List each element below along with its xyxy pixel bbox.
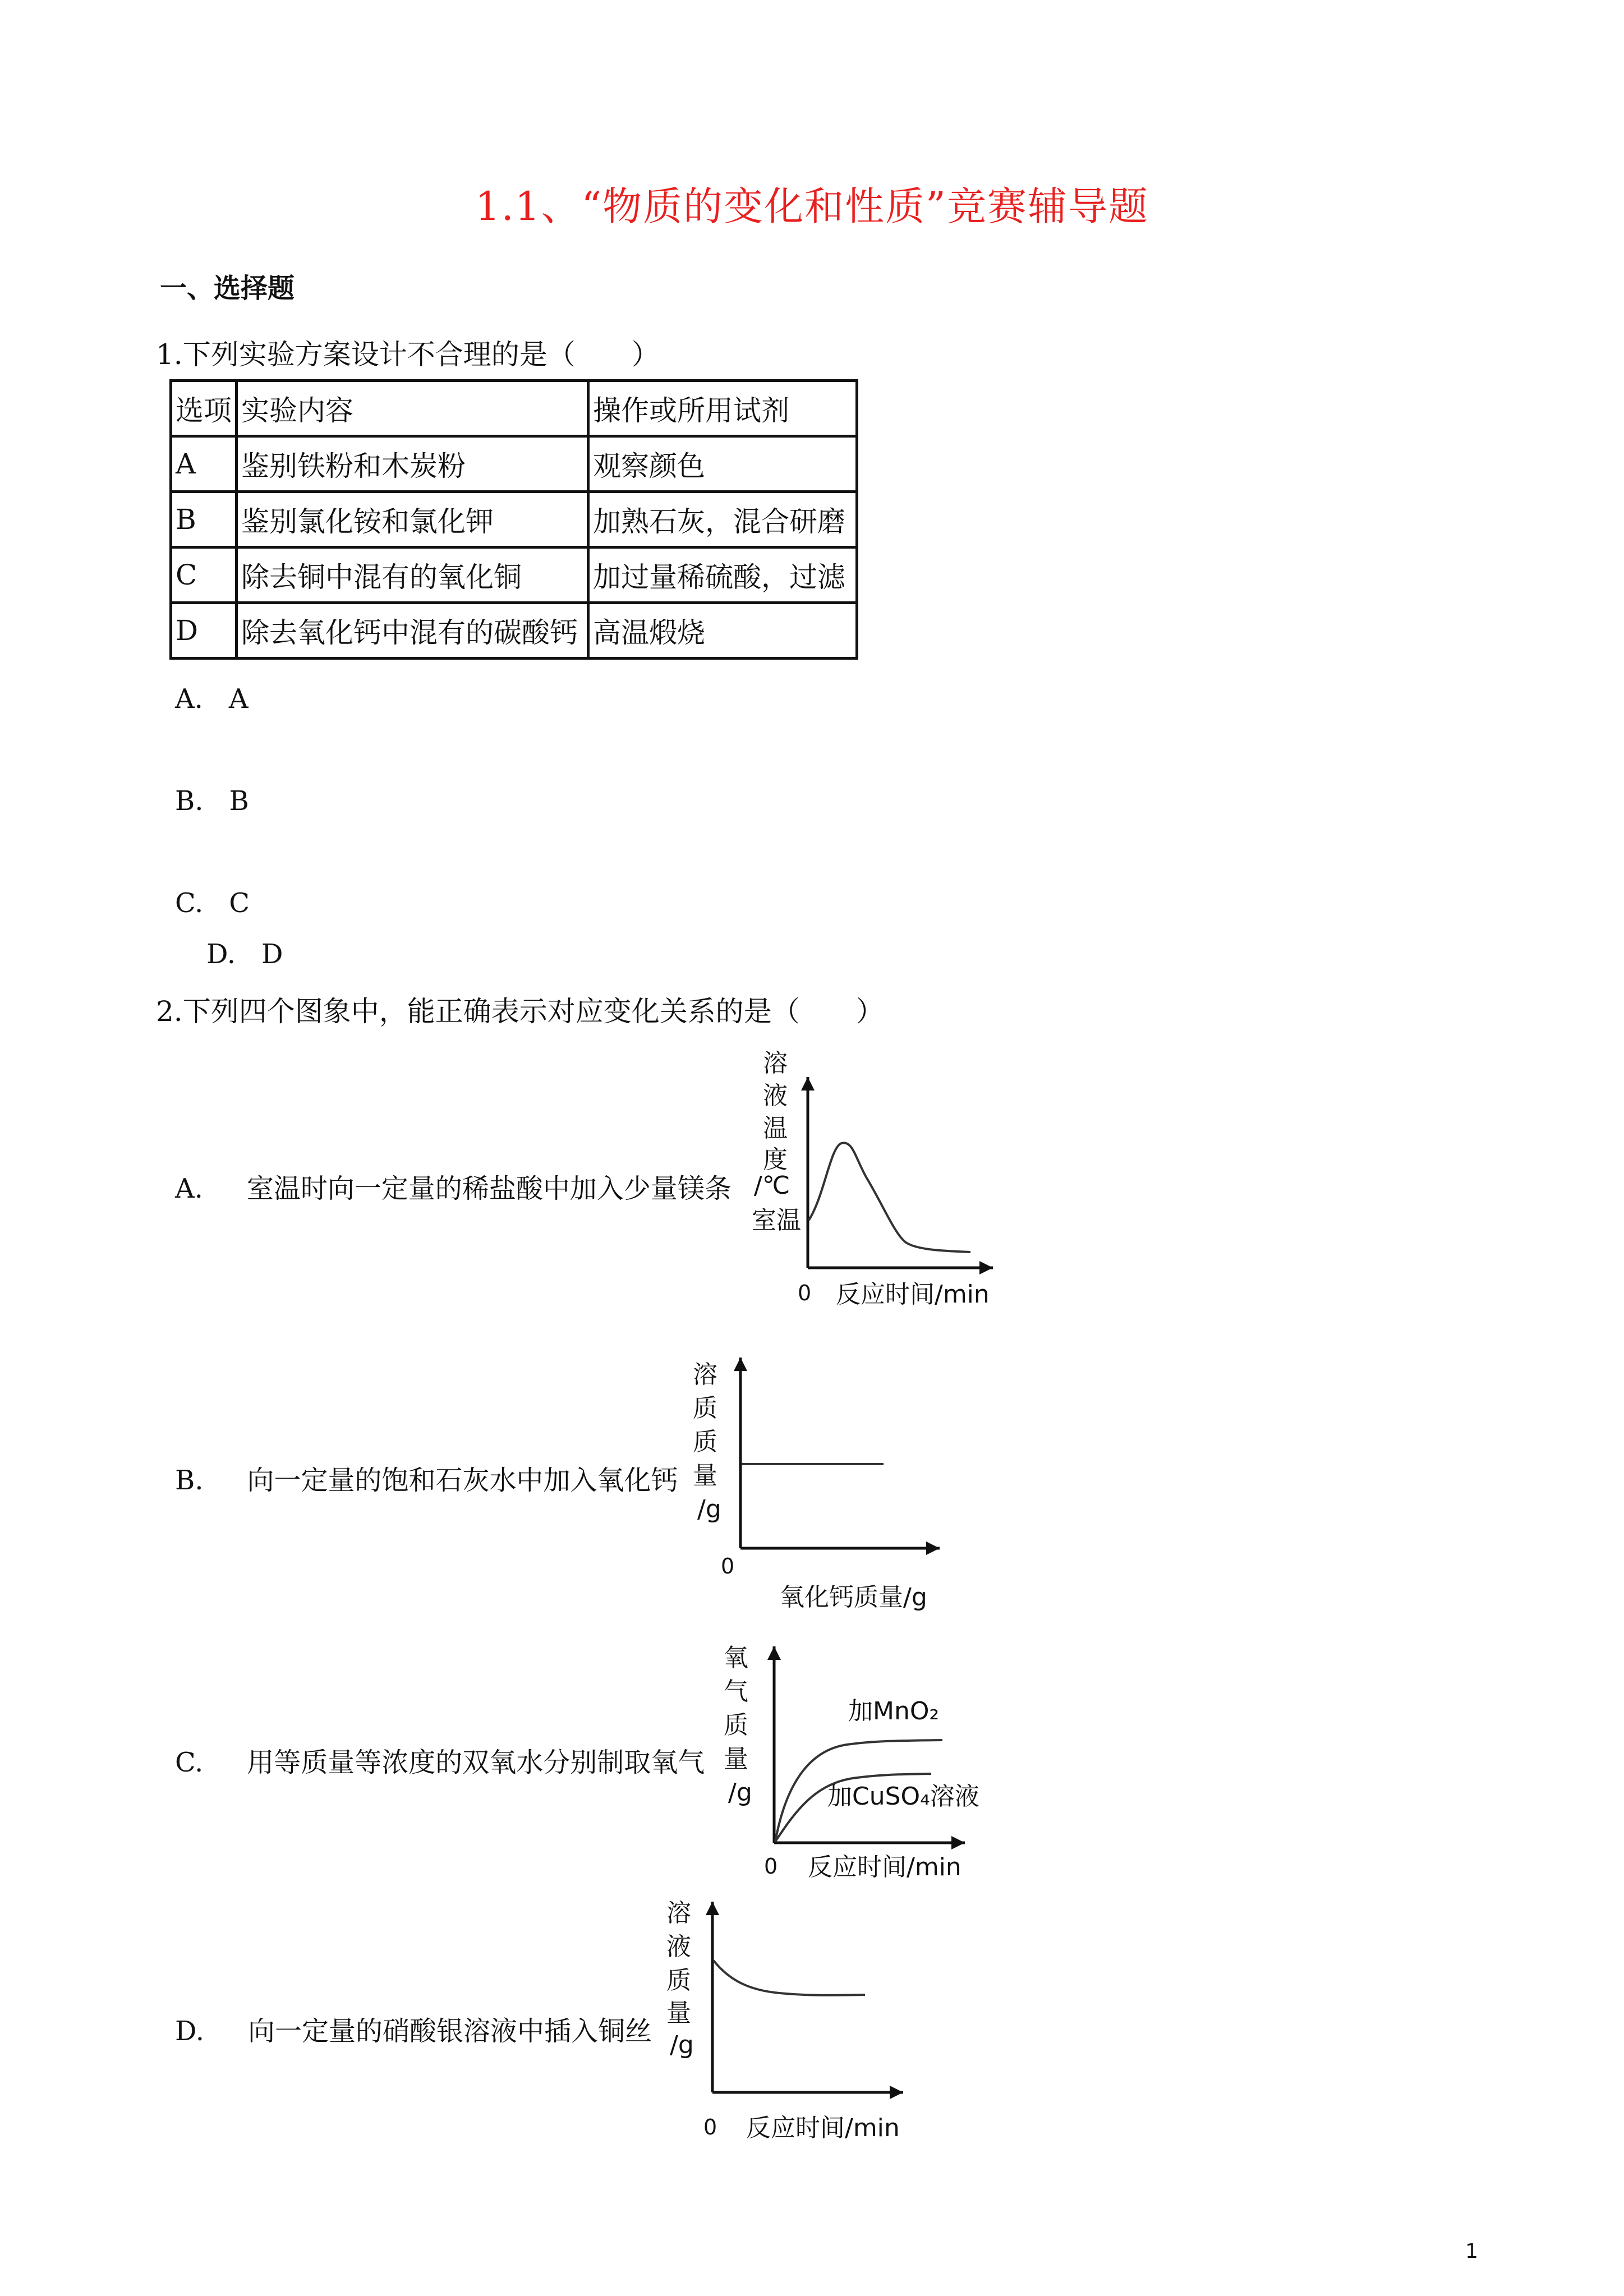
option-text: 用等质量等浓度的双氧水分别制取氧气 [247, 1747, 705, 1778]
solution-mass-curve [714, 1961, 865, 1995]
table-row [171, 603, 857, 659]
section-heading: 一、选择题 [160, 273, 295, 304]
option-text: B [229, 785, 249, 817]
y-label-char: 温 [763, 1114, 788, 1143]
table-header-cell: 实验内容 [237, 381, 588, 436]
table-cell: 除去铜中混有的氧化铜 [237, 547, 588, 603]
option-letter: B. [175, 1465, 204, 1496]
origin-label: 0 [764, 1854, 778, 1879]
q2-option-d[interactable] [175, 2009, 652, 2048]
table-cell: C [171, 547, 237, 603]
q1-option-d[interactable] [206, 938, 283, 970]
y-label-char: 量 [724, 1745, 748, 1773]
y-label-char: 液 [763, 1082, 788, 1110]
y-label-char: 氧 [724, 1644, 748, 1672]
table-cell: B [171, 492, 237, 547]
option-letter: D. [206, 938, 236, 970]
graph-b [687, 1346, 962, 1616]
table-header-cell: 操作或所用试剂 [588, 381, 857, 436]
y-label-char: 量 [693, 1461, 717, 1490]
table-row [171, 492, 857, 547]
option-letter: B. [175, 785, 204, 817]
table-cell: A [171, 436, 237, 492]
page-number: 1 [1465, 2240, 1478, 2263]
y-label-unit: /g [697, 1495, 721, 1524]
table-cell: 观察颜色 [588, 436, 857, 492]
question-2-stem: 2.下列四个图象中，能正确表示对应变化关系的是（ ） [156, 995, 884, 1028]
y-label-char: 气 [724, 1677, 748, 1706]
y-label-char: 液 [666, 1932, 691, 1961]
option-letter: A. [175, 1173, 203, 1204]
q1-option-a[interactable] [175, 683, 249, 715]
x-arrow [951, 1836, 965, 1849]
x-axis-label: 反应时间/min [808, 1853, 961, 1881]
y-label-unit: /℃ [754, 1171, 790, 1200]
option-letter: D. [175, 2016, 205, 2047]
graph-d [656, 1890, 937, 2154]
graph-c [718, 1630, 1010, 1893]
y-label-char: 质 [724, 1711, 748, 1740]
table-cell: 高温煅烧 [588, 603, 857, 659]
y-label-char: 溶 [693, 1360, 717, 1389]
y-label-unit: /g [728, 1778, 752, 1807]
x-arrow [979, 1261, 993, 1274]
y-arrow [706, 1902, 719, 1915]
question-1-stem: 1.下列实验方案设计不合理的是（ ） [156, 338, 660, 371]
origin-label: 0 [798, 1281, 812, 1305]
table-cell: 除去氧化钙中混有的碳酸钙 [237, 603, 588, 659]
temperature-curve [809, 1143, 970, 1252]
y-label-char: 溶 [763, 1049, 788, 1078]
origin-label: 0 [703, 2115, 717, 2139]
y-arrow [734, 1358, 747, 1371]
option-text: 向一定量的饱和石灰水中加入氧化钙 [247, 1465, 678, 1496]
origin-label: 0 [721, 1554, 735, 1579]
y-label-char: 质 [693, 1428, 717, 1456]
option-letter: A. [175, 683, 203, 715]
q1-option-b[interactable] [175, 785, 249, 817]
x-axis-label: 氧化钙质量/g [780, 1583, 927, 1612]
y-arrow [801, 1077, 815, 1091]
q2-option-a[interactable] [175, 1167, 732, 1205]
y-label-unit: /g [670, 2031, 694, 2059]
x-axis-label: 反应时间/min [836, 1280, 990, 1309]
option-text: D [261, 938, 283, 970]
table-cell: 鉴别铁粉和木炭粉 [237, 436, 588, 492]
x-axis-label: 反应时间/min [746, 2114, 900, 2142]
x-arrow [926, 1542, 940, 1555]
option-letter: C. [175, 887, 204, 919]
option-letter: C. [175, 1747, 204, 1778]
question-1-table [169, 379, 858, 660]
table-row [171, 547, 857, 603]
series-label-cuso4: 加CuSO₄溶液 [827, 1782, 979, 1811]
q2-option-c[interactable] [175, 1741, 705, 1779]
series-label-mno2: 加MnO₂ [848, 1697, 940, 1726]
table-cell: 加熟石灰，混合研磨 [588, 492, 857, 547]
y-arrow [767, 1646, 781, 1660]
y-label-char: 度 [763, 1145, 788, 1174]
room-temp-label: 室温 [752, 1206, 801, 1235]
page-title: 1.1、“物质的变化和性质”竞赛辅导题 [475, 183, 1149, 229]
option-text: A [228, 683, 249, 715]
x-arrow [890, 2086, 903, 2099]
y-label-char: 溶 [666, 1899, 691, 1927]
option-text: 室温时向一定量的稀盐酸中加入少量镁条 [246, 1173, 732, 1204]
table-cell: D [171, 603, 237, 659]
y-label-char: 质 [666, 1966, 691, 1995]
option-text: 向一定量的硝酸银溶液中插入铜丝 [248, 2016, 652, 2047]
table-cell: 鉴别氯化铵和氯化钾 [237, 492, 588, 547]
table-header-row [171, 381, 857, 436]
y-label-char: 质 [693, 1394, 717, 1423]
option-text: C [229, 887, 250, 919]
table-row [171, 436, 857, 492]
table-header-cell: 选项 [171, 381, 237, 436]
graph-a [746, 1043, 1010, 1324]
y-label-char: 量 [666, 1999, 691, 2027]
table-cell: 加过量稀硫酸，过滤 [588, 547, 857, 603]
q2-option-b[interactable] [175, 1458, 678, 1497]
q1-option-c[interactable] [175, 887, 250, 919]
